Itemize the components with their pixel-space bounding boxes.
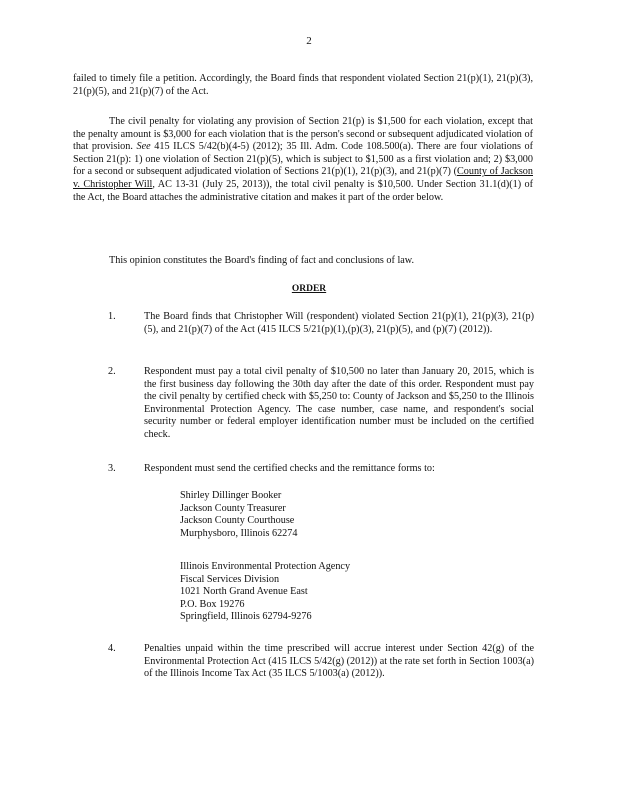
opinion-paragraph: This opinion constitutes the Board's finding of fact and conclusions of law. [109, 255, 415, 266]
order-heading: ORDER [291, 284, 327, 294]
order-item-number: 1. [108, 311, 116, 322]
address-block-jackson-county [180, 490, 440, 540]
penalty-text-part1: The civil penalty for violating any provision of Section 21(p) is $1,500 for each violation, except that the penalty amount is $3,000 for each violation that is the person's second or subsequent adjudicated violation of that provision. [73, 116, 533, 153]
address-line: P.O. Box 19276 [180, 598, 245, 610]
address-line: Jackson County Courthouse [180, 515, 295, 527]
order-item-number: 3. [108, 463, 116, 474]
penalty-paragraph [73, 116, 533, 204]
page-number: 2 [306, 35, 312, 47]
address-block-iepa [180, 561, 440, 624]
order-item-text: The Board finds that Christopher Will (respondent) violated Section 21(p)(1), 21(p)(3), 21(p)(5), and 21(p)(7) of the Act (415 ILCS 5/21(p)(1),(p)(3), 21(p)(5), and (p)(7) (2012)). [144, 311, 534, 335]
order-item-number: 2. [108, 366, 116, 377]
order-item-text: Penalties unpaid within the time prescribed will accrue interest under Section 42(g) of the Environmental Protection Act (415 ILCS 5/42(g) (2012)) at the rate set forth in Section 1003(a) of the Illinois Income Tax Act (35 ILCS 5/1003(a) (2012)). [144, 643, 534, 680]
address-line: Jackson County Treasurer [180, 502, 286, 514]
see-signal: See [136, 141, 151, 153]
penalty-text-part2: 415 ILCS 5/42(b)(4-5) (2012); 35 Ill. Adm. Code 108.500(a). There are four violations of Section 21(p): 1) one violation of Section 21(p)(5), which is subject to $1,500 as a first violation and; 2) $3,000 for a second or subsequent adjudicated violation of Sections 21(p)(1), 21(p)(3), and 21(p)(7) ( [73, 141, 534, 178]
address-line: Murphysboro, Illinois 62274 [180, 527, 298, 539]
address-line: 1021 North Grand Avenue East [180, 586, 308, 598]
order-item-text: Respondent must send the certified checks and the remittance forms to: [144, 463, 435, 474]
order-item-number: 4. [108, 643, 116, 654]
order-item-text: Respondent must pay a total civil penalty of $10,500 no later than January 20, 2015, which is the first business day following the 30th day after the date of this order. Respondent must pay the civil penalty by certified check with $5,250 to: County of Jackson and $5,250 to the Illinois Environmental Protection Agency. The case number, case name, and respondent's social security number or federal employer identification number must be included on the certified check. [144, 366, 534, 440]
address-line: Springfield, Illinois 62794-9276 [180, 611, 312, 623]
address-line: Shirley Dillinger Booker [180, 490, 282, 501]
case-citation: County of Jackson v. Christopher Will [73, 166, 533, 190]
address-line: Fiscal Services Division [180, 573, 280, 585]
penalty-text-part3: , AC 13-31 (July 25, 2013)), the total civil penalty is $10,500. Under Section 31.1(d)(1) of the Act, the Board attaches the administrative citation and makes it part of the order below. [73, 178, 533, 203]
intro-paragraph: failed to timely file a petition. Accordingly, the Board finds that respondent violated Section 21(p)(1), 21(p)(3), 21(p)(5), and 21(p)(7) of the Act. [73, 73, 533, 97]
address-line: Illinois Environmental Protection Agency [180, 561, 351, 572]
